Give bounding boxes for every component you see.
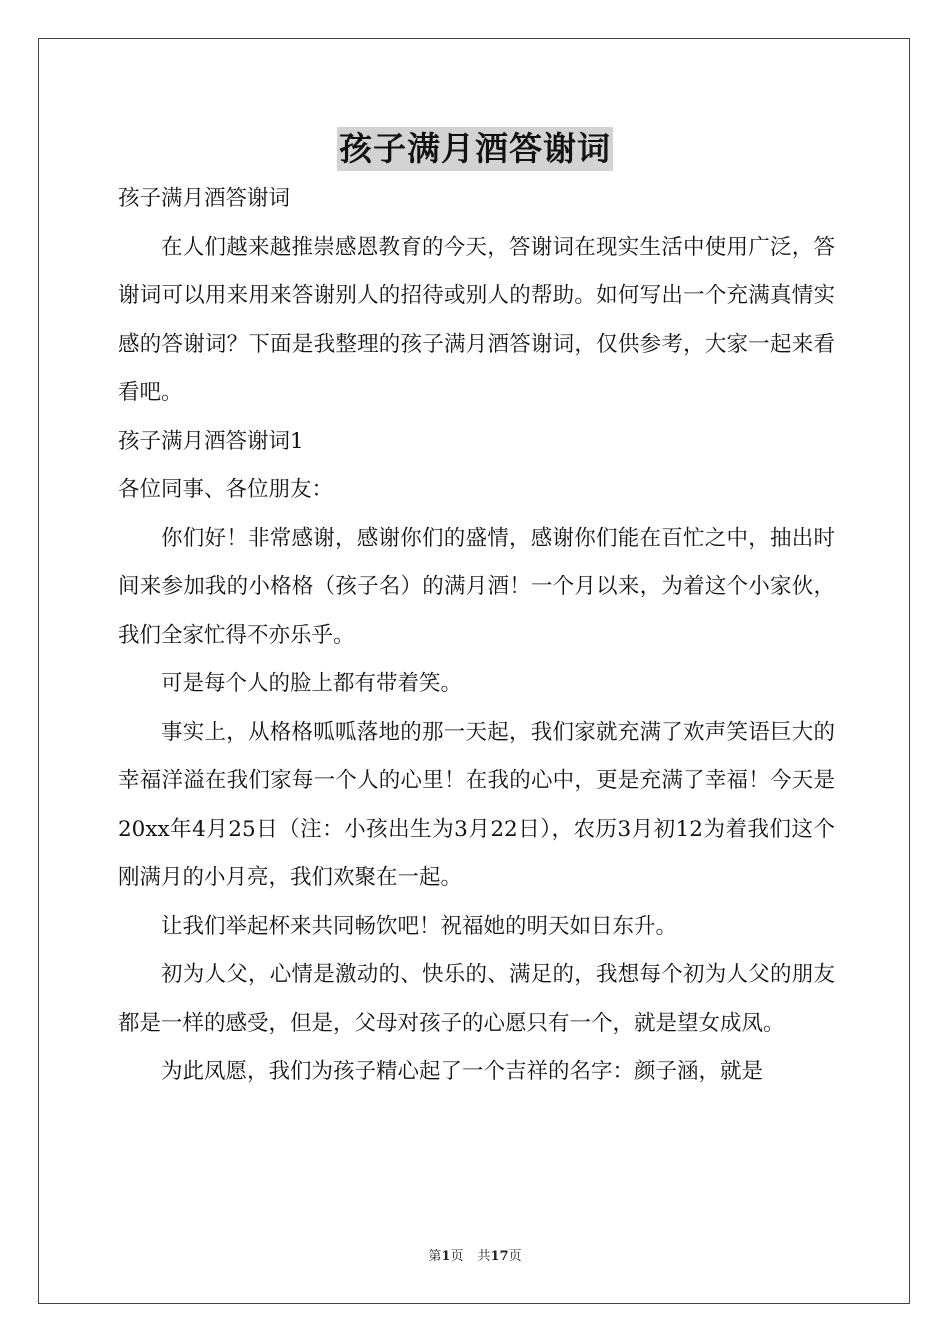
- page-footer: [0, 1248, 950, 1266]
- document-title: 孩子满月酒答谢词: [337, 127, 613, 171]
- body-paragraph: 事实上，从格格呱呱落地的那一天起，我们家就充满了欢声笑语巨大的幸福洋溢在我们家每一个人的心里！在我的心中，更是充满了幸福！今天是20xx年4月25日（注：小孩出生为3月22日），农历3月初12为着我们这个刚满月的小月亮，我们欢聚在一起。: [118, 719, 835, 890]
- intro-paragraph: 在人们越来越推崇感恩教育的今天，答谢词在现实生活中使用广泛，答谢词可以用来用来答谢别人的招待或别人的帮助。如何写出一个充满真情实感的答谢词？下面是我整理的孩子满月酒答谢词，仅供参考，大家一起来看看吧。: [118, 234, 835, 405]
- title-container: [0, 127, 950, 171]
- body-paragraph: 可是每个人的脸上都有带着笑。: [161, 671, 463, 696]
- body-paragraph: 你们好！非常感谢，感谢你们的盛情，感谢你们能在百忙之中，抽出时间来参加我的小格格（孩子名）的满月酒！一个月以来，为着这个小家伙，我们全家忙得不亦乐乎。: [118, 525, 835, 648]
- total-suffix: 页: [508, 1249, 522, 1264]
- total-prefix: 共: [477, 1249, 491, 1264]
- page-prefix: 第: [428, 1249, 442, 1264]
- body-paragraph: 初为人父，心情是激动的、快乐的、满足的，我想每个初为人父的朋友都是一样的感受，但是，父母对孩子的心愿只有一个，就是望女成凤。: [118, 962, 835, 1036]
- page-suffix: 页: [450, 1249, 464, 1264]
- current-page-number: 1: [441, 1249, 451, 1264]
- section-heading: 孩子满月酒答谢词1: [118, 428, 304, 454]
- salutation-paragraph: 各位同事、各位朋友：: [118, 477, 334, 502]
- total-pages-number: 17: [490, 1249, 509, 1264]
- subtitle-paragraph: 孩子满月酒答谢词: [118, 186, 291, 211]
- body-paragraph: 让我们举起杯来共同畅饮吧！祝福她的明天如日东升。: [161, 913, 678, 939]
- document-body: [118, 175, 835, 1097]
- body-paragraph: 为此凤愿，我们为孩子精心起了一个吉祥的名字：颜子涵，就是: [161, 1059, 764, 1084]
